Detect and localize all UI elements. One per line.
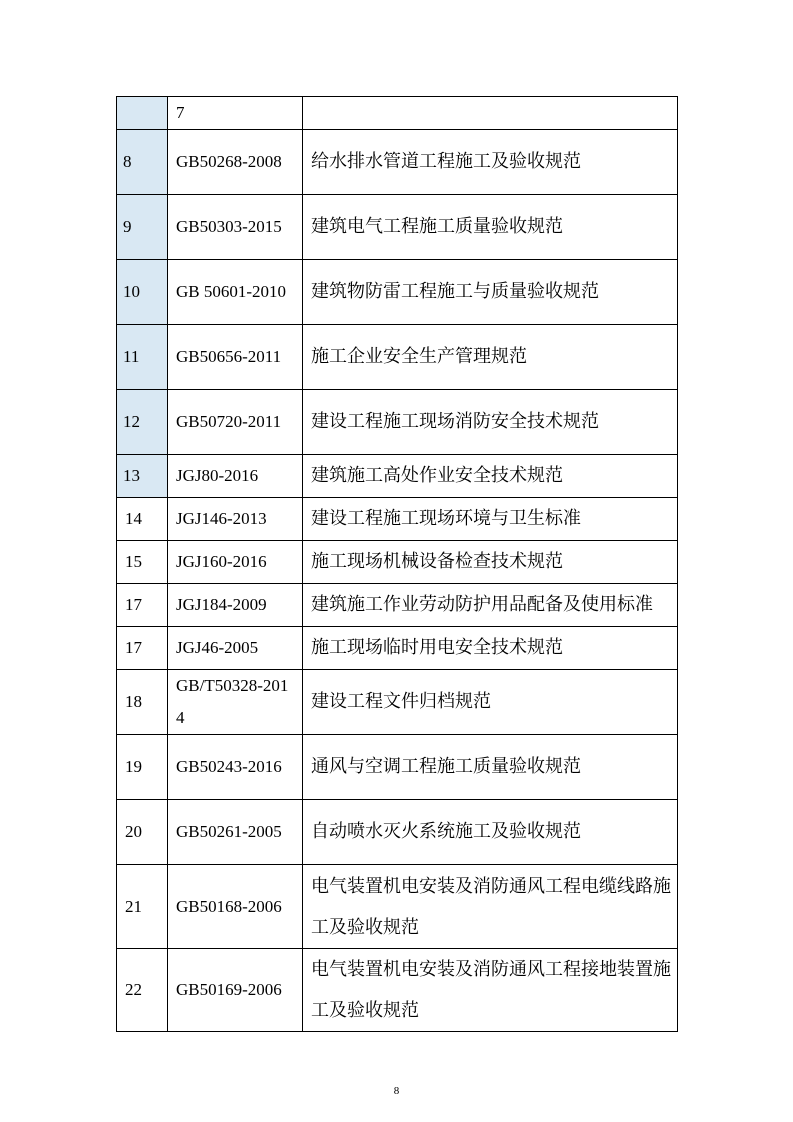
- standard-code: GB50720-2011: [168, 390, 303, 455]
- row-number: 15: [117, 541, 168, 584]
- row-number: 17: [117, 627, 168, 670]
- standard-code: JGJ184-2009: [168, 584, 303, 627]
- row-number: 20: [117, 800, 168, 865]
- table-row: [117, 670, 678, 735]
- table-row: [117, 800, 678, 865]
- row-number: 14: [117, 498, 168, 541]
- row-number: 12: [117, 390, 168, 455]
- row-number: 13: [117, 455, 168, 498]
- table-row: [117, 541, 678, 584]
- row-number: 9: [117, 195, 168, 260]
- standard-name: 通风与空调工程施工质量验收规范: [303, 735, 678, 800]
- standard-name: 施工现场机械设备检查技术规范: [303, 541, 678, 584]
- row-number: 19: [117, 735, 168, 800]
- row-number: 22: [117, 949, 168, 1032]
- table-row: [117, 627, 678, 670]
- table-row: [117, 195, 678, 260]
- standard-code: GB50261-2005: [168, 800, 303, 865]
- table-row: [117, 325, 678, 390]
- standard-name: 建筑电气工程施工质量验收规范: [303, 195, 678, 260]
- standard-name: 建设工程施工现场消防安全技术规范: [303, 390, 678, 455]
- standard-code: GB50656-2011: [168, 325, 303, 390]
- standard-name: 建设工程施工现场环境与卫生标准: [303, 498, 678, 541]
- table-row: [117, 865, 678, 949]
- table-row: [117, 735, 678, 800]
- row-number: 10: [117, 260, 168, 325]
- standard-code: JGJ160-2016: [168, 541, 303, 584]
- standard-code: GB50168-2006: [168, 865, 303, 949]
- standard-name: 电气装置机电安装及消防通风工程电缆线路施工及验收规范: [303, 865, 678, 949]
- standard-name: [303, 97, 678, 130]
- standard-code: GB50303-2015: [168, 195, 303, 260]
- standard-code: JGJ46-2005: [168, 627, 303, 670]
- table-row: [117, 130, 678, 195]
- standard-code: GB50243-2016: [168, 735, 303, 800]
- standard-code: 7: [168, 97, 303, 130]
- standard-code: GB50169-2006: [168, 949, 303, 1032]
- table-row: [117, 390, 678, 455]
- standard-code: GB50268-2008: [168, 130, 303, 195]
- standard-name: 建筑物防雷工程施工与质量验收规范: [303, 260, 678, 325]
- standard-name: 施工现场临时用电安全技术规范: [303, 627, 678, 670]
- table-row: [117, 949, 678, 1032]
- standard-name: 建筑施工作业劳动防护用品配备及使用标准: [303, 584, 678, 627]
- standard-name: 自动喷水灭火系统施工及验收规范: [303, 800, 678, 865]
- standard-name: 给水排水管道工程施工及验收规范: [303, 130, 678, 195]
- standard-code: JGJ80-2016: [168, 455, 303, 498]
- standard-code: GB 50601-2010: [168, 260, 303, 325]
- row-number: 17: [117, 584, 168, 627]
- standards-table: [116, 96, 678, 1032]
- table-row: [117, 97, 678, 130]
- row-number: [117, 97, 168, 130]
- standard-name: 建设工程文件归档规范: [303, 670, 678, 735]
- standard-code: JGJ146-2013: [168, 498, 303, 541]
- standard-code: GB/T50328-2014: [168, 670, 303, 735]
- standard-name: 电气装置机电安装及消防通风工程接地装置施工及验收规范: [303, 949, 678, 1032]
- page-number: 8: [393, 1085, 400, 1097]
- table-row: [117, 455, 678, 498]
- table-row: [117, 260, 678, 325]
- row-number: 11: [117, 325, 168, 390]
- standard-name: 建筑施工高处作业安全技术规范: [303, 455, 678, 498]
- table-row: [117, 498, 678, 541]
- table-row: [117, 584, 678, 627]
- row-number: 21: [117, 865, 168, 949]
- standard-name: 施工企业安全生产管理规范: [303, 325, 678, 390]
- row-number: 8: [117, 130, 168, 195]
- row-number: 18: [117, 670, 168, 735]
